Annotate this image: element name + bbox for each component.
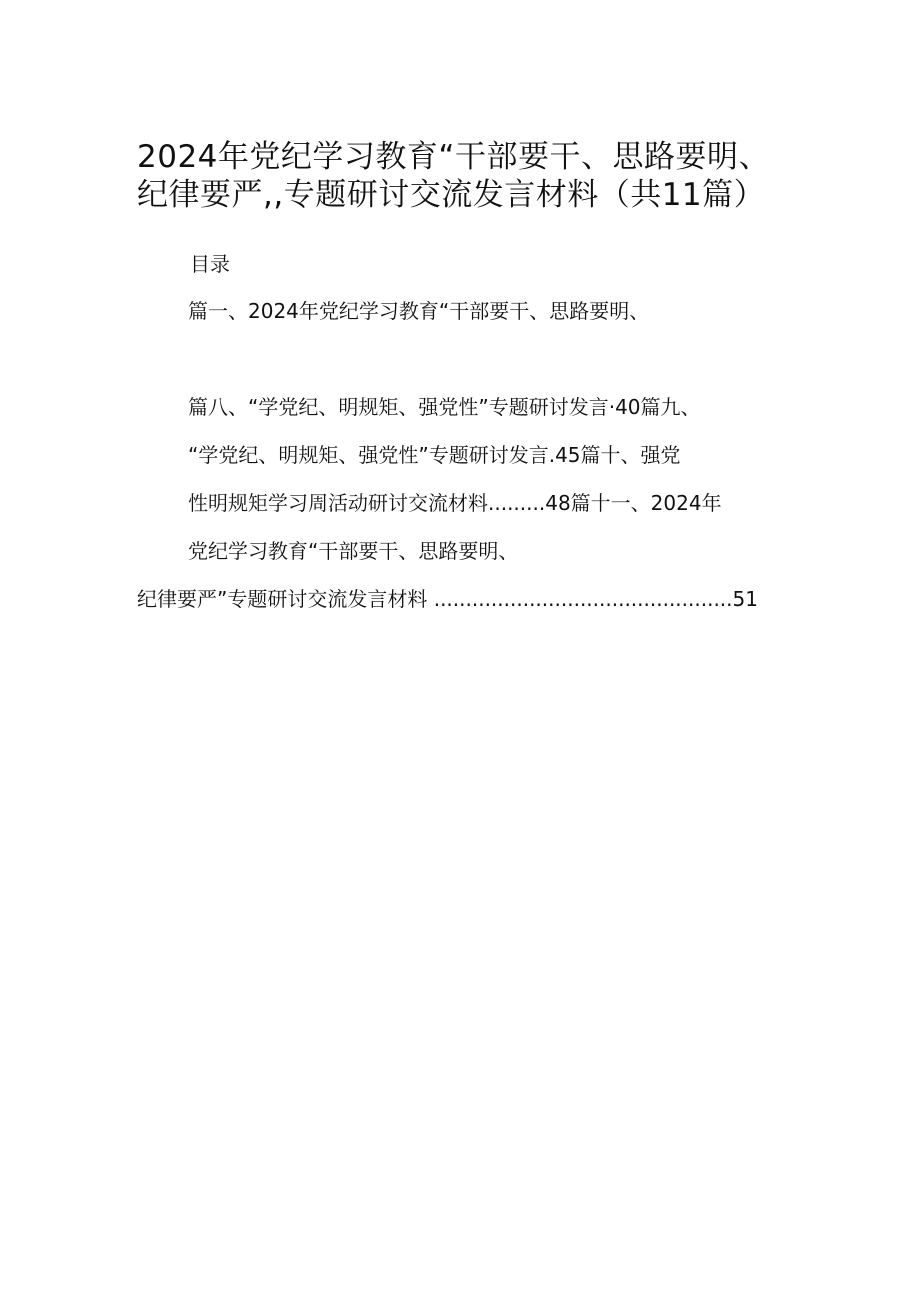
toc-entry-10-11: 性明规矩学习周活动研讨交流材料.........48篇十一、2024年 bbox=[188, 491, 722, 515]
toc-entry-11-end: 纪律要严”专题研讨交流发言材料 ...............................................51 bbox=[137, 587, 758, 611]
toc-entry-1: 篇一、2024年党纪学习教育“干部要干、思路要明、 bbox=[188, 299, 650, 323]
title-line-1: 2024年党纪学习教育“干部要干、思路要明、 bbox=[137, 139, 770, 175]
toc-entry-11-cont: 党纪学习教育“干部要干、思路要明、 bbox=[188, 539, 519, 563]
toc-heading: 目录 bbox=[190, 252, 230, 276]
title-line-2: 纪律要严,,专题研讨交流发言材料（共11篇） bbox=[137, 177, 766, 213]
toc-entry-8-9: 篇八、“学党纪、明规矩、强党性”专题研讨发言·40篇九、 bbox=[188, 395, 701, 419]
toc-entry-9-10: “学党纪、明规矩、强党性”专题研讨发言.45篇十、强党 bbox=[188, 443, 681, 467]
document-title bbox=[137, 138, 787, 214]
